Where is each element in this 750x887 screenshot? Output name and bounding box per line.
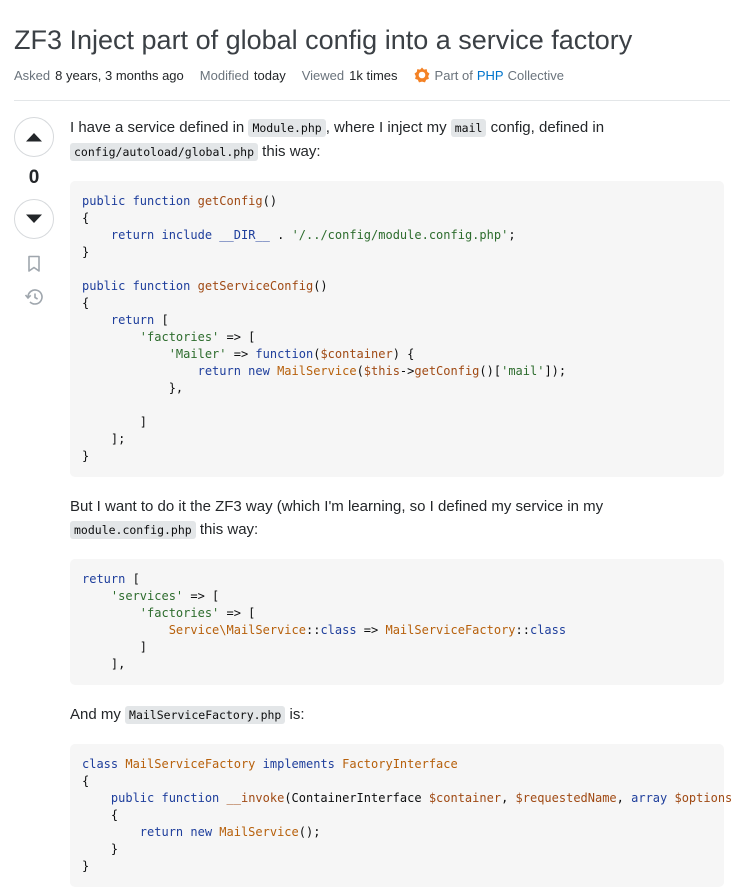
inline-code: mail bbox=[451, 119, 487, 137]
collective-suffix: Collective bbox=[507, 67, 564, 83]
arrow-down-icon bbox=[25, 214, 43, 224]
bookmark-icon bbox=[27, 255, 41, 273]
viewed-label: Viewed bbox=[301, 67, 345, 83]
inline-code: module.config.php bbox=[70, 521, 196, 539]
text: But I want to do it the ZF3 way (which I'm learning, so I defined my service in my bbox=[70, 498, 604, 515]
history-button[interactable] bbox=[24, 288, 44, 311]
history-icon bbox=[24, 288, 44, 306]
text: , where I inject my bbox=[325, 119, 451, 136]
text: And my bbox=[70, 706, 126, 723]
text: config, defined in bbox=[486, 119, 605, 136]
inline-code: MailServiceFactory.php bbox=[125, 706, 285, 724]
php-collective-badge-icon bbox=[414, 67, 430, 83]
viewed-value: 1k times bbox=[349, 67, 398, 83]
body-paragraph bbox=[70, 116, 630, 164]
collective-prefix: Part of bbox=[434, 67, 473, 83]
text: I have a service defined in bbox=[70, 119, 249, 136]
code-block-module-config[interactable]: return [ 'services' => [ 'factories' => [ Service\MailService::class => MailServiceFactory::class ] ], bbox=[70, 559, 724, 685]
text: this way: bbox=[195, 521, 259, 538]
inline-code: config/autoload/global.php bbox=[70, 143, 258, 161]
text: is: bbox=[285, 706, 305, 723]
downvote-button[interactable] bbox=[14, 199, 54, 239]
body-paragraph bbox=[70, 495, 630, 542]
modified-label: Modified bbox=[199, 67, 249, 83]
code-block-mail-service-factory[interactable]: class MailServiceFactory implements FactoryInterface { public function __invoke(ContainerInterface $container, $requestedName, array $options { return new MailService(); } } bbox=[70, 744, 724, 887]
body-paragraph bbox=[70, 703, 630, 727]
header-divider bbox=[14, 100, 730, 101]
arrow-up-icon bbox=[25, 132, 43, 142]
inline-code: Module.php bbox=[248, 119, 325, 137]
vote-cell bbox=[13, 117, 55, 311]
code-block-module-php[interactable]: public function getConfig() { return include __DIR__ . '/../config/module.config.php'; } public function getServiceConfig() { return [ 'factories' => [ 'Mailer' => function($container) { return new MailService($this->getConfig()['mail']); }, ] ]; } bbox=[70, 181, 724, 477]
text: this way: bbox=[258, 143, 321, 160]
vote-count: 0 bbox=[28, 167, 40, 188]
bookmark-button[interactable] bbox=[27, 255, 41, 278]
collective-info bbox=[414, 67, 564, 83]
modified-value[interactable]: today bbox=[253, 67, 286, 83]
collective-link[interactable]: PHP bbox=[476, 67, 504, 83]
question-meta bbox=[14, 64, 564, 86]
question-body bbox=[70, 116, 750, 887]
question-title[interactable]: ZF3 Inject part of global config into a service factory bbox=[14, 25, 633, 55]
upvote-button[interactable] bbox=[14, 117, 54, 157]
asked-label: Asked bbox=[14, 67, 51, 83]
asked-value[interactable]: 8 years, 3 months ago bbox=[55, 67, 184, 83]
